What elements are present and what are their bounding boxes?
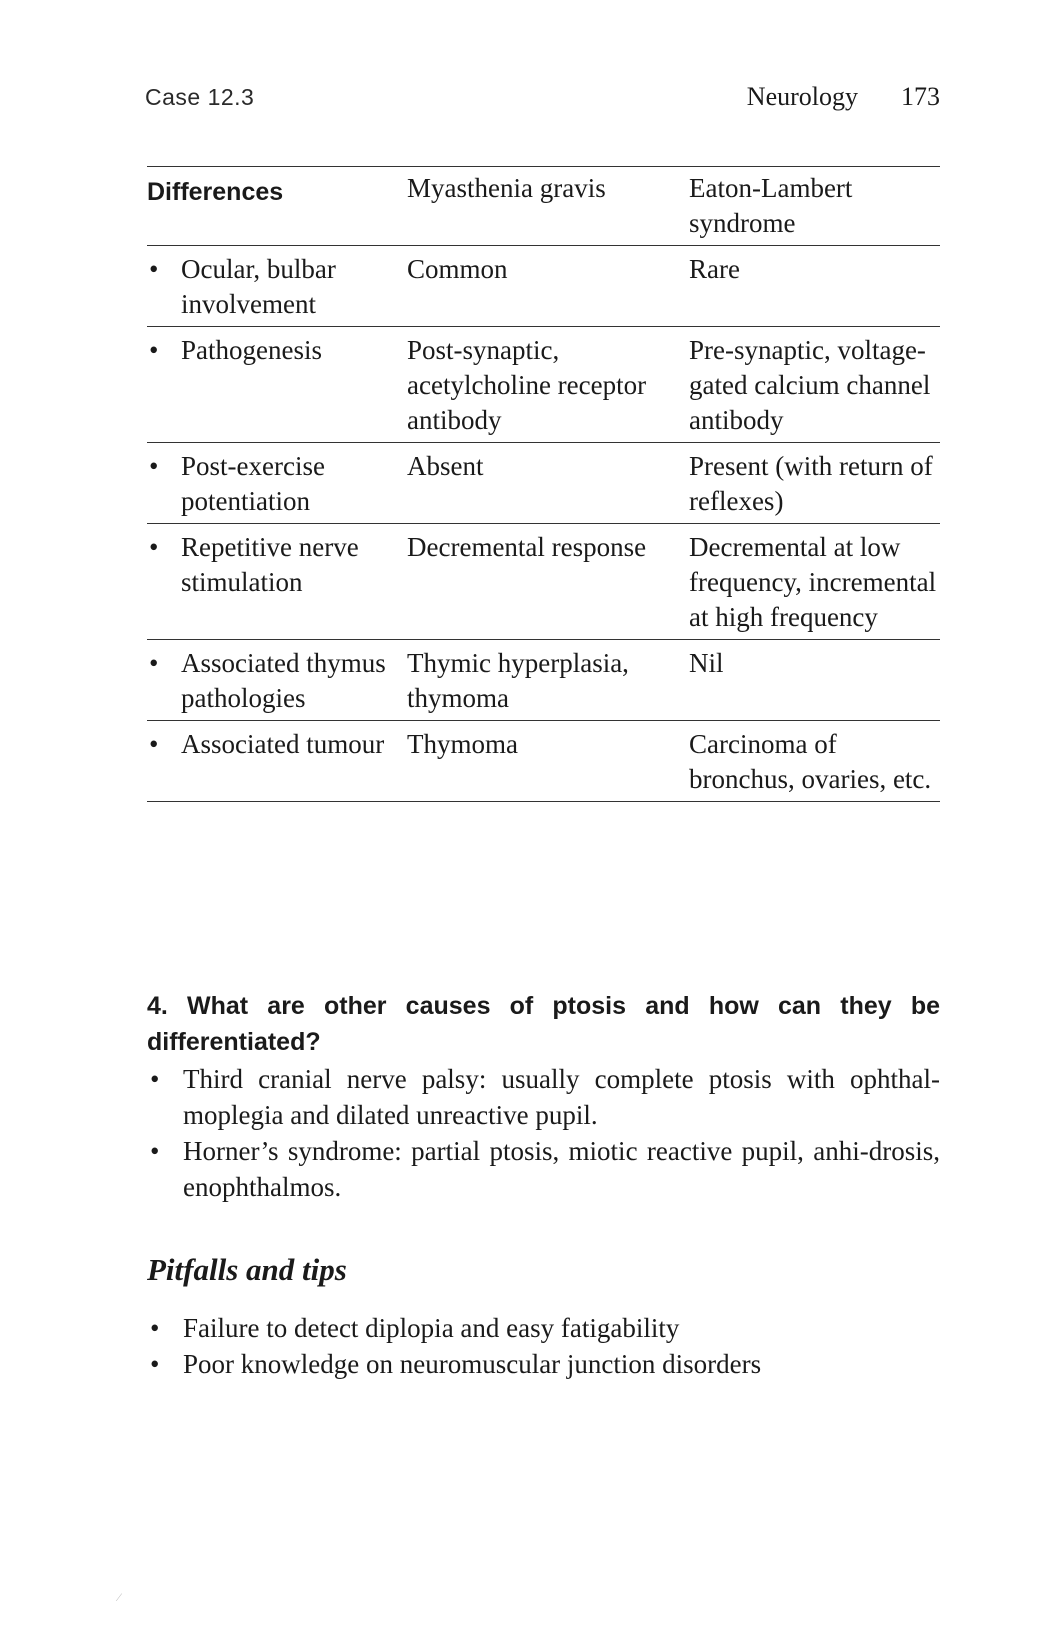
bullet-icon: •	[149, 254, 159, 284]
question-line-1: 4. What are other causes of ptosis and how can they be	[147, 992, 940, 1020]
case-label: Case 12.3	[145, 84, 255, 110]
bullet-icon: •	[150, 1349, 160, 1379]
header-myasthenia-gravis: Myasthenia gravis	[407, 173, 606, 203]
eaton-lambert-cell: Nil	[689, 648, 724, 678]
table-row	[147, 524, 940, 639]
table-header-row	[147, 167, 940, 245]
answer-list	[147, 1061, 940, 1205]
difference-text: Associated thymus pathologies	[181, 648, 386, 713]
difference-cell	[147, 449, 407, 519]
myasthenia-gravis-cell: Thymic hyperplasia, thymoma	[407, 648, 629, 713]
myasthenia-gravis-cell: Decremental response	[407, 532, 647, 562]
comparison-table	[147, 166, 940, 802]
header-differences: Differences	[147, 178, 284, 206]
bullet-icon: •	[150, 1064, 160, 1094]
difference-text: Associated tumour	[181, 729, 385, 759]
tip-text: Poor knowledge on neuromuscular junction disorders	[183, 1349, 762, 1379]
bullet-icon: •	[149, 532, 159, 562]
bullet-icon: •	[149, 335, 159, 365]
list-item	[147, 1310, 940, 1346]
list-item	[147, 1133, 940, 1205]
answer-text: Horner’s syndrome: partial ptosis, miotic reactive pupil, anhi-drosis, enophthalmos.	[183, 1136, 940, 1202]
table-row	[147, 246, 940, 326]
eaton-lambert-cell: Carcinoma of bronchus, ovaries, etc.	[689, 729, 932, 794]
answer-text: Third cranial nerve palsy: usually complete ptosis with ophthal-moplegia and dilated unreactive pupil.	[183, 1064, 940, 1130]
bullet-icon: •	[150, 1136, 160, 1166]
page-number: 173	[901, 82, 940, 111]
myasthenia-gravis-cell: Absent	[407, 451, 484, 481]
eaton-lambert-cell: Pre-synaptic, voltage-gated calcium channel antibody	[689, 335, 931, 435]
list-item	[147, 1061, 940, 1133]
difference-text: Post-exercise potentiation	[181, 451, 325, 516]
header-eaton-lambert: Eaton-Lambert syndrome	[689, 173, 853, 238]
section-label: Neurology	[746, 82, 858, 111]
difference-cell	[147, 252, 407, 322]
table-row	[147, 640, 940, 720]
question-line-2: differentiated?	[147, 1028, 321, 1056]
eaton-lambert-cell: Decremental at low frequency, incremental at high frequency	[689, 532, 937, 632]
myasthenia-gravis-cell: Common	[407, 254, 508, 284]
table-bottom-rule	[147, 801, 940, 802]
bullet-icon: •	[150, 1313, 160, 1343]
table-row	[147, 327, 940, 442]
list-item	[147, 1346, 940, 1382]
difference-cell	[147, 530, 407, 635]
pitfalls-list	[147, 1310, 940, 1382]
difference-text: Pathogenesis	[181, 335, 322, 365]
eaton-lambert-cell: Present (with return of reflexes)	[689, 451, 933, 516]
difference-text: Repetitive nerve stimulation	[181, 532, 359, 597]
table-body	[147, 245, 940, 801]
myasthenia-gravis-cell: Post-synaptic, acetylcholine receptor antibody	[407, 335, 647, 435]
bullet-icon: •	[149, 451, 159, 481]
difference-cell	[147, 646, 407, 716]
running-head	[145, 84, 940, 120]
bullet-icon: •	[149, 648, 159, 678]
myasthenia-gravis-cell: Thymoma	[407, 729, 518, 759]
difference-cell	[147, 727, 407, 797]
difference-text: Ocular, bulbar involvement	[181, 254, 336, 319]
table-row	[147, 721, 940, 801]
table-row	[147, 443, 940, 523]
difference-cell	[147, 333, 407, 438]
eaton-lambert-cell: Rare	[689, 254, 740, 284]
scan-mark-icon: ⁄	[118, 1590, 121, 1604]
tip-text: Failure to detect diplopia and easy fatigability	[183, 1313, 680, 1343]
pitfalls-heading: Pitfalls and tips	[147, 1252, 347, 1287]
question-heading	[147, 988, 940, 1060]
bullet-icon: •	[149, 729, 159, 759]
